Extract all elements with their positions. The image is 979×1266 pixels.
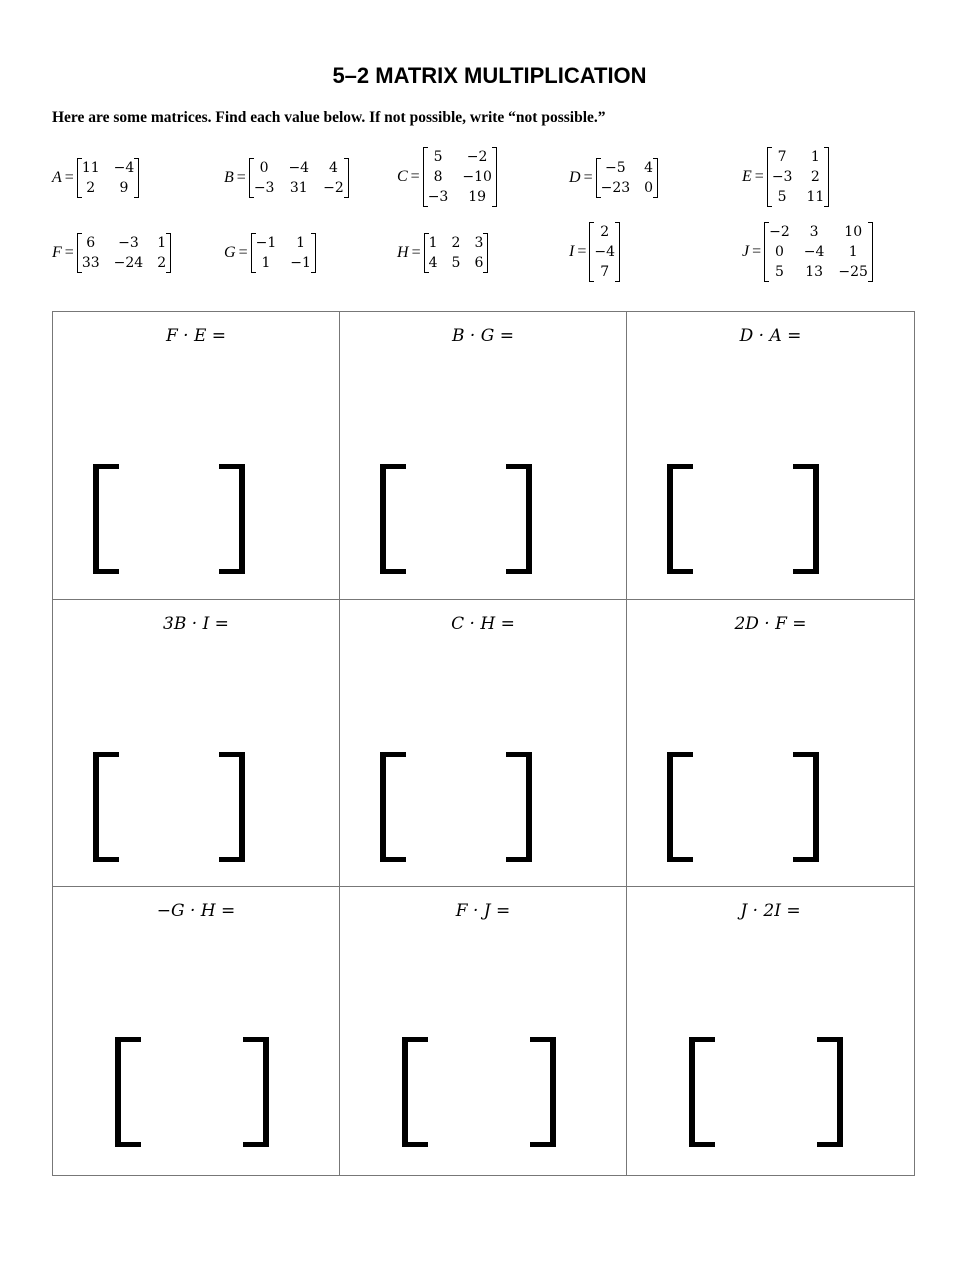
left-bracket — [93, 752, 119, 862]
matrix-cell: −4 — [803, 244, 825, 260]
matrix-cell: −23 — [600, 180, 631, 196]
matrix-f-name: F — [52, 244, 62, 261]
matrix-h-name: H — [397, 244, 409, 261]
matrix-cell: 3 — [809, 224, 819, 240]
left-bracket — [689, 1037, 715, 1147]
matrix-cell: 4 — [644, 160, 654, 176]
matrix-cell: 2 — [157, 255, 167, 271]
matrix-cell: 5 — [451, 255, 461, 271]
problem-box[interactable] — [53, 600, 340, 888]
matrix-c-name: C — [397, 168, 408, 185]
matrix-cell: 2 — [600, 224, 610, 240]
matrix-cell: −2 — [323, 180, 344, 196]
matrix-cell: 11 — [81, 160, 100, 176]
matrix-cell: 0 — [775, 244, 784, 260]
matrix-cell: −4 — [288, 160, 310, 176]
matrix-cell: −4 — [594, 244, 615, 260]
problem-expression: F · E = — [165, 326, 227, 346]
matrix-cell: 11 — [806, 189, 825, 205]
instructions: Here are some matrices. Find each value below. If not possible, write “not possible.” — [52, 109, 606, 126]
matrix-h — [397, 233, 488, 273]
right-bracket — [243, 1037, 269, 1147]
matrix-cell: 5 — [775, 264, 784, 280]
matrix-h-body — [424, 233, 489, 273]
matrix-cell: 1 — [428, 235, 438, 251]
right-bracket — [219, 464, 245, 574]
matrix-cell: −4 — [113, 160, 135, 176]
right-bracket — [506, 464, 532, 574]
equals-sign: = — [754, 168, 764, 185]
matrix-cell: 19 — [468, 189, 487, 205]
matrix-e-name: E — [742, 168, 752, 185]
matrix-d — [569, 158, 658, 198]
matrix-cell: 7 — [600, 264, 610, 280]
matrix-g-name: G — [224, 244, 236, 261]
matrix-i-body — [589, 222, 620, 282]
problem-grid — [52, 311, 915, 1176]
matrix-g — [224, 233, 316, 273]
matrix-cell: 10 — [844, 224, 863, 240]
right-bracket — [793, 752, 819, 862]
problem-box[interactable] — [340, 312, 627, 600]
matrix-cell: 7 — [777, 149, 787, 165]
problem-box[interactable] — [627, 887, 914, 1175]
left-bracket — [115, 1037, 141, 1147]
right-bracket — [506, 752, 532, 862]
matrix-f — [52, 233, 171, 273]
equals-sign: = — [411, 244, 421, 261]
matrix-cell: 2 — [810, 169, 820, 185]
left-bracket — [93, 464, 119, 574]
matrix-e — [742, 147, 829, 207]
matrix-f-body — [77, 233, 171, 273]
problem-expression: J · 2I = — [740, 901, 801, 922]
matrix-cell: 1 — [810, 149, 820, 165]
matrix-g-body — [251, 233, 316, 273]
matrix-e-body — [767, 147, 829, 207]
matrix-cell: 2 — [86, 180, 96, 196]
matrix-cell: −1 — [290, 255, 311, 271]
matrix-cell: −2 — [769, 224, 790, 240]
left-bracket — [402, 1037, 428, 1147]
right-bracket — [817, 1037, 843, 1147]
equals-sign: = — [410, 168, 420, 185]
matrix-cell: 1 — [261, 255, 271, 271]
equals-sign: = — [752, 243, 762, 260]
problem-box[interactable] — [53, 887, 340, 1175]
problem-expression: F · J = — [455, 901, 511, 922]
problem-box[interactable] — [53, 312, 340, 600]
matrix-cell: 5 — [433, 149, 443, 165]
matrix-cell: 4 — [328, 160, 338, 176]
matrix-cell: 9 — [119, 180, 129, 196]
matrix-cell: 0 — [259, 160, 269, 176]
matrix-a — [52, 158, 139, 198]
matrix-d-name: D — [569, 169, 581, 186]
matrix-cell: 13 — [805, 264, 824, 280]
problem-box[interactable] — [340, 887, 627, 1175]
equals-sign: = — [583, 169, 593, 186]
equals-sign: = — [236, 169, 246, 186]
left-bracket — [667, 752, 693, 862]
problem-expression: 3B · I = — [163, 613, 229, 634]
matrix-cell: −2 — [466, 149, 488, 165]
matrix-cell: −3 — [427, 189, 449, 205]
problem-box[interactable] — [627, 600, 914, 888]
matrix-cell: −3 — [771, 169, 793, 185]
matrix-cell: −1 — [255, 235, 277, 251]
equals-sign: = — [577, 243, 587, 260]
matrix-a-body — [77, 158, 139, 198]
matrix-cell: 4 — [428, 255, 438, 271]
matrix-b — [224, 158, 349, 198]
right-bracket — [793, 464, 819, 574]
problem-expression: C · H = — [451, 613, 515, 634]
matrix-cell: 6 — [474, 255, 484, 271]
matrix-j-body — [764, 222, 873, 282]
matrix-cell: −3 — [253, 180, 275, 196]
left-bracket — [380, 464, 406, 574]
matrix-c-body — [423, 147, 497, 207]
problem-box[interactable] — [627, 312, 914, 600]
matrix-cell: 2 — [451, 235, 461, 251]
matrix-a-name: A — [52, 169, 62, 186]
matrix-cell: 1 — [157, 235, 167, 251]
matrix-cell: −3 — [118, 235, 139, 251]
matrix-j-name: J — [742, 243, 750, 260]
matrix-j — [742, 222, 873, 282]
matrix-cell: 6 — [86, 235, 96, 251]
problem-expression: B · G = — [452, 326, 514, 346]
matrix-cell: 8 — [433, 169, 443, 185]
problem-expression: 2D · F = — [734, 613, 807, 634]
matrix-cell: −10 — [462, 169, 492, 185]
matrix-cell: 31 — [289, 180, 308, 196]
matrix-cell: 33 — [81, 255, 100, 271]
left-bracket — [380, 752, 406, 862]
matrix-i-name: I — [569, 243, 575, 260]
matrix-c — [397, 147, 497, 207]
problem-expression: D · A = — [739, 326, 802, 346]
matrix-b-name: B — [224, 169, 234, 186]
matrix-d-body — [596, 158, 658, 198]
equals-sign: = — [64, 244, 74, 261]
matrix-cell: −25 — [838, 264, 868, 280]
matrix-b-body — [249, 158, 349, 198]
matrix-cell: 3 — [474, 235, 484, 251]
page-title: 5–2 MATRIX MULTIPLICATION — [332, 63, 647, 88]
matrix-cell: 0 — [644, 180, 654, 196]
right-bracket — [219, 752, 245, 862]
matrix-cell: 5 — [777, 189, 787, 205]
problem-expression: −G · H = — [156, 901, 236, 922]
equals-sign: = — [64, 169, 74, 186]
matrix-cell: 1 — [296, 235, 306, 251]
right-bracket — [530, 1037, 556, 1147]
problem-box[interactable] — [340, 600, 627, 888]
matrix-cell: −5 — [605, 160, 626, 176]
matrix-i — [569, 222, 620, 282]
matrix-cell: −24 — [113, 255, 144, 271]
equals-sign: = — [238, 244, 248, 261]
left-bracket — [667, 464, 693, 574]
matrix-cell: 1 — [848, 244, 858, 260]
